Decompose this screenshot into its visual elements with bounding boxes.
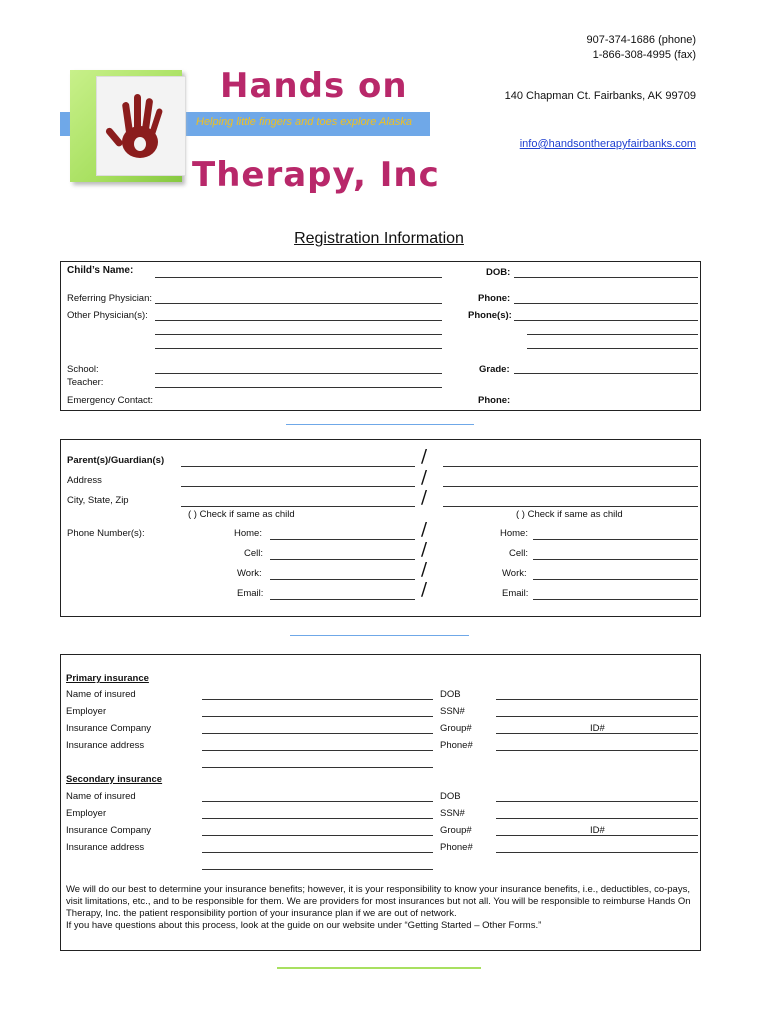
same-as-child-checkbox-2[interactable]: ( ) Check if same as child	[516, 509, 623, 520]
primary-dob-label: DOB	[440, 689, 461, 700]
primary-phone-field[interactable]	[496, 750, 698, 751]
logo-tagline: Helping little fingers and toes explore Alaska	[196, 116, 413, 128]
email-field-2[interactable]	[533, 599, 698, 600]
guardian-field-2[interactable]	[443, 466, 698, 467]
other-phone-field-2[interactable]	[527, 334, 698, 335]
other-physician-field-1[interactable]	[155, 320, 442, 321]
work-field-2[interactable]	[533, 579, 698, 580]
contact-address: 140 Chapman Ct. Fairbanks, AK 99709	[504, 90, 696, 102]
primary-phone-label: Phone#	[440, 740, 473, 751]
teacher-field[interactable]	[155, 387, 442, 388]
guardian-label: Parent(s)/Guardian(s)	[67, 455, 165, 466]
secondary-dob-field[interactable]	[496, 801, 698, 802]
city-slash: /	[421, 487, 428, 508]
other-phone-field-3[interactable]	[527, 348, 698, 349]
secondary-employer-field[interactable]	[202, 818, 433, 819]
referring-physician-label: Referring Physician:	[67, 293, 153, 304]
work-field-1[interactable]	[270, 579, 415, 580]
work-label-2: Work:	[502, 568, 527, 579]
primary-employer-label: Employer	[66, 706, 107, 717]
primary-ssn-label: SSN#	[440, 706, 465, 717]
primary-address-field-1[interactable]	[202, 750, 433, 751]
logo-therapy-inc: Therapy, Inc	[192, 155, 440, 195]
other-physician-label: Other Physician(s):	[67, 310, 148, 321]
email-field-1[interactable]	[270, 599, 415, 600]
primary-id-label: ID#	[590, 723, 605, 734]
child-name-field[interactable]	[155, 277, 442, 278]
secondary-group-label: Group#	[440, 825, 472, 836]
home-field-1[interactable]	[270, 539, 415, 540]
guardian-field-1[interactable]	[181, 466, 415, 467]
insurance-disclaimer: We will do our best to determine your insurance benefits; however, it is your responsibility to know your insurance benefits, i.e., deductibles, co-pays, visit limitations, etc., and to be responsible for them. We are providers for most insurances but not all. You will be responsible to reimburse Hands On Therapy, Inc. the patient responsibility portion of your insurance plan if we are out of network.	[66, 884, 691, 919]
city-field-2[interactable]	[443, 506, 698, 507]
primary-company-field[interactable]	[202, 733, 433, 734]
hand-print-icon	[104, 88, 176, 168]
secondary-address-label: Insurance address	[66, 842, 145, 853]
school-field[interactable]	[155, 373, 442, 374]
secondary-company-field[interactable]	[202, 835, 433, 836]
home-label-2: Home:	[500, 528, 528, 539]
address-slash: /	[421, 467, 428, 488]
secondary-company-label: Insurance Company	[66, 825, 152, 836]
email-label-1: Email:	[237, 588, 264, 599]
teacher-label: Teacher:	[67, 377, 104, 388]
work-slash: /	[421, 559, 428, 580]
child-name-label: Child’s Name:	[67, 265, 134, 276]
primary-address-label: Insurance address	[66, 740, 145, 751]
email-label-2: Email:	[502, 588, 529, 599]
email-slash: /	[421, 579, 428, 600]
secondary-name-label: Name of insured	[66, 791, 136, 802]
primary-name-field[interactable]	[202, 699, 433, 700]
logo-hands-on: Hands on	[220, 66, 408, 106]
secondary-insurance-heading: Secondary insurance	[66, 774, 163, 785]
school-label: School:	[67, 364, 99, 375]
referring-phone-label: Phone:	[478, 293, 511, 304]
section-divider-1	[286, 424, 474, 425]
other-physician-field-2[interactable]	[155, 334, 442, 335]
section-divider-2	[290, 635, 469, 636]
secondary-group-field[interactable]	[496, 835, 698, 836]
cell-slash: /	[421, 539, 428, 560]
home-field-2[interactable]	[533, 539, 698, 540]
emergency-contact-label: Emergency Contact:	[67, 395, 154, 406]
other-physician-field-3[interactable]	[155, 348, 442, 349]
work-label-1: Work:	[237, 568, 262, 579]
secondary-ssn-label: SSN#	[440, 808, 465, 819]
grade-field[interactable]	[514, 373, 698, 374]
guardian-slash: /	[421, 446, 428, 467]
primary-employer-field[interactable]	[202, 716, 433, 717]
secondary-address-field-2[interactable]	[202, 869, 433, 870]
primary-ssn-field[interactable]	[496, 716, 698, 717]
emergency-phone-label: Phone:	[478, 395, 511, 406]
primary-group-field[interactable]	[496, 733, 698, 734]
child-info-box	[60, 261, 701, 411]
grade-label: Grade:	[479, 364, 510, 375]
secondary-phone-label: Phone#	[440, 842, 473, 853]
other-phone-field-1[interactable]	[514, 320, 698, 321]
same-as-child-checkbox-1[interactable]: ( ) Check if same as child	[188, 509, 295, 520]
footer-divider	[277, 967, 481, 969]
city-state-zip-label: City, State, Zip	[67, 495, 129, 506]
address-label: Address	[67, 475, 102, 486]
contact-fax: 1-866-308-4995 (fax)	[592, 49, 696, 61]
contact-phone: 907-374-1686 (phone)	[586, 34, 696, 46]
secondary-address-field-1[interactable]	[202, 852, 433, 853]
home-label-1: Home:	[234, 528, 262, 539]
secondary-name-field[interactable]	[202, 801, 433, 802]
secondary-dob-label: DOB	[440, 791, 461, 802]
cell-label-1: Cell:	[244, 548, 264, 559]
cell-field-1[interactable]	[270, 559, 415, 560]
secondary-ssn-field[interactable]	[496, 818, 698, 819]
contact-email-link[interactable]: info@handsontherapyfairbanks.com	[519, 138, 696, 150]
primary-insurance-heading: Primary insurance	[66, 673, 149, 684]
home-slash: /	[421, 519, 428, 540]
address-field-2[interactable]	[443, 486, 698, 487]
other-phones-label: Phone(s):	[468, 310, 512, 321]
secondary-employer-label: Employer	[66, 808, 107, 819]
city-field-1[interactable]	[181, 506, 415, 507]
referring-physician-field[interactable]	[155, 303, 442, 304]
secondary-id-label: ID#	[590, 825, 605, 836]
primary-company-label: Insurance Company	[66, 723, 152, 734]
page-title: Registration Information	[294, 230, 464, 247]
referring-phone-field[interactable]	[514, 303, 698, 304]
cell-label-2: Cell:	[509, 548, 529, 559]
primary-group-label: Group#	[440, 723, 472, 734]
secondary-phone-field[interactable]	[496, 852, 698, 853]
primary-address-field-2[interactable]	[202, 767, 433, 768]
child-dob-label: DOB:	[486, 267, 511, 278]
address-field-1[interactable]	[181, 486, 415, 487]
insurance-questions-note: If you have questions about this process, look at the guide on our website under “Getting Started – Other Forms.”	[66, 920, 542, 931]
cell-field-2[interactable]	[533, 559, 698, 560]
primary-dob-field[interactable]	[496, 699, 698, 700]
child-dob-field[interactable]	[514, 277, 698, 278]
primary-name-label: Name of insured	[66, 689, 136, 700]
phone-numbers-label: Phone Number(s):	[67, 528, 145, 539]
